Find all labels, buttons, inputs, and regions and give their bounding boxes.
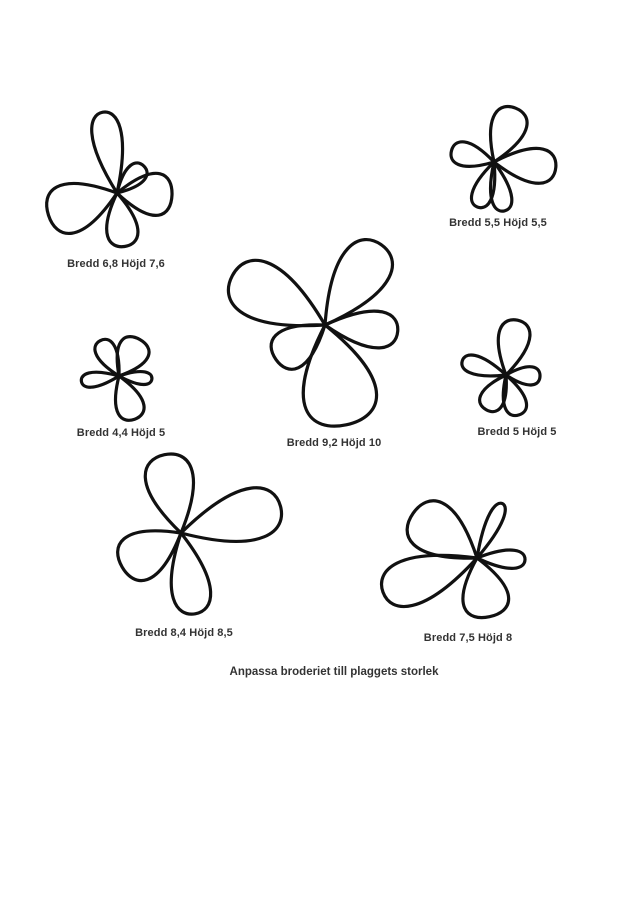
flower-2-petal-5	[451, 142, 494, 167]
flower-6-petal-2	[181, 488, 282, 542]
flower-5-size-label: Bredd 5 Höjd 5	[477, 426, 557, 438]
flower-1-outline	[47, 112, 172, 247]
flower-3-petal-2	[117, 337, 149, 376]
flower-4-petal-5	[271, 325, 325, 369]
flower-1-petal-1	[92, 112, 123, 193]
flower-6-outline	[118, 454, 282, 614]
flower-6-petal-1	[145, 454, 193, 533]
flower-7-outline	[382, 501, 525, 618]
flower-3-petal-5	[81, 372, 119, 387]
flower-3-petal-1	[95, 339, 119, 376]
flower-4-petal-3	[325, 311, 398, 348]
flower-3-outline	[81, 337, 152, 421]
flower-7-size-label: Bredd 7,5 Höjd 8	[423, 632, 513, 644]
flower-2-size-label: Bredd 5,5 Höjd 5,5	[449, 217, 547, 229]
flower-2-outline	[451, 107, 556, 212]
flower-6-size-label: Bredd 8,4 Höjd 8,5	[135, 627, 233, 639]
flower-4-outline	[228, 240, 397, 427]
flower-7-petal-1	[407, 501, 477, 558]
flower-4-size-label: Bredd 9,2 Höjd 10	[286, 437, 382, 449]
flower-4-petal-4	[303, 325, 376, 426]
flower-3-size-label: Bredd 4,4 Höjd 5	[76, 427, 166, 439]
flower-1-size-label: Bredd 6,8 Höjd 7,6	[67, 258, 165, 270]
flower-4-petal-1	[228, 260, 325, 325]
flower-5-outline	[462, 320, 540, 416]
sizing-instruction-caption: Anpassa broderiet till plaggets storlek	[229, 666, 439, 678]
